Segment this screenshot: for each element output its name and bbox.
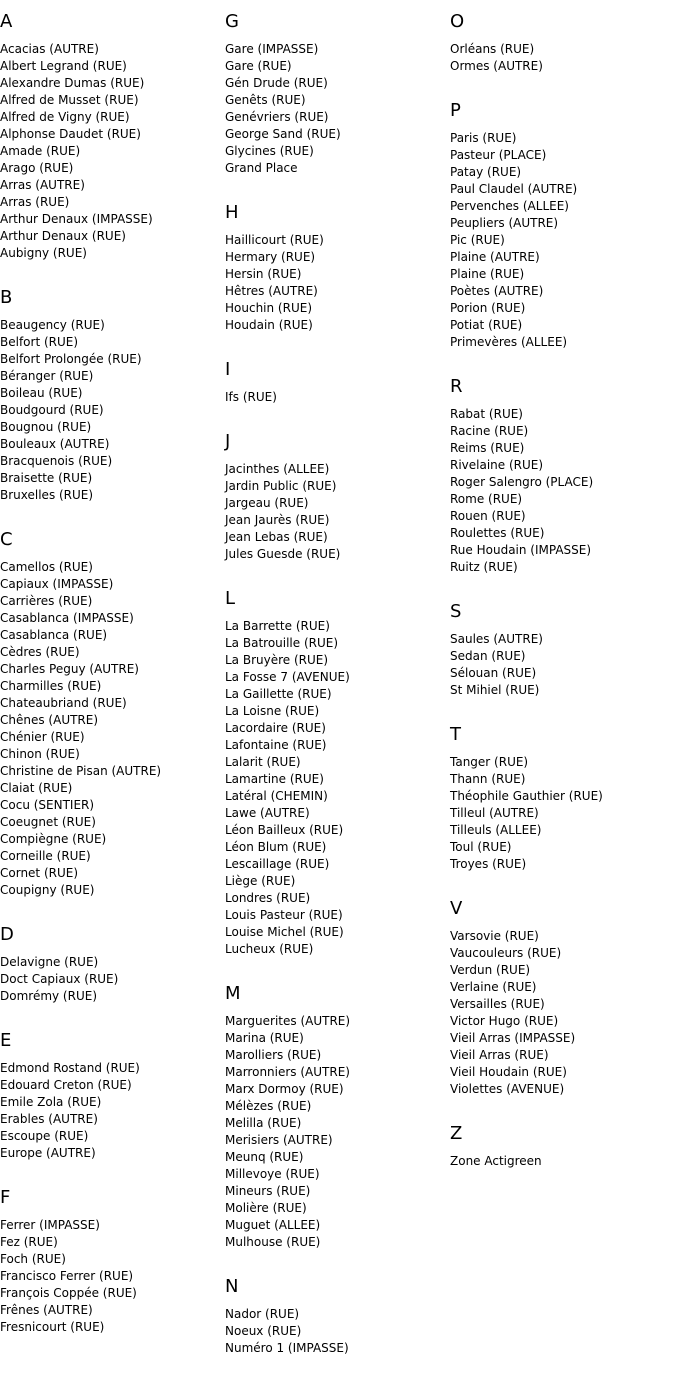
- street-link[interactable]: Roulettes (RUE): [450, 526, 545, 540]
- street-link[interactable]: Poètes (AUTRE): [450, 284, 544, 298]
- street-link[interactable]: Glycines (RUE): [225, 144, 314, 158]
- street-link[interactable]: Gare (IMPASSE): [225, 42, 319, 56]
- street-link[interactable]: Lucheux (RUE): [225, 942, 314, 956]
- street-link[interactable]: Latéral (CHEMIN): [225, 789, 328, 803]
- street-link[interactable]: Marronniers (AUTRE): [225, 1065, 350, 1079]
- street-list: [0, 1217, 220, 1336]
- letter-heading: I: [225, 359, 231, 380]
- street-link[interactable]: Thann (RUE): [450, 772, 526, 786]
- street-link[interactable]: Chateaubriand (RUE): [0, 696, 127, 710]
- street-link[interactable]: Plaine (RUE): [450, 267, 525, 281]
- letter-heading: C: [0, 529, 13, 550]
- street-link[interactable]: Grand Place: [225, 161, 298, 175]
- street-link[interactable]: Casablanca (IMPASSE): [0, 611, 134, 625]
- street-link[interactable]: Paris (RUE): [450, 131, 517, 145]
- street-link[interactable]: Vaucouleurs (RUE): [450, 946, 562, 960]
- street-link[interactable]: Aubigny (RUE): [0, 246, 87, 260]
- street-link[interactable]: Arras (AUTRE): [0, 178, 85, 192]
- street-link[interactable]: Erables (AUTRE): [0, 1112, 98, 1126]
- street-link[interactable]: Louise Michel (RUE): [225, 925, 344, 939]
- street-link[interactable]: Sedan (RUE): [450, 649, 526, 663]
- street-link[interactable]: Béranger (RUE): [0, 369, 94, 383]
- street-index-column-3: [450, 0, 670, 1170]
- street-link[interactable]: Louis Pasteur (RUE): [225, 908, 343, 922]
- street-link[interactable]: Doct Capiaux (RUE): [0, 972, 119, 986]
- street-link[interactable]: Racine (RUE): [450, 424, 529, 438]
- street-list: [450, 406, 670, 576]
- street-link[interactable]: Melilla (RUE): [225, 1116, 302, 1130]
- street-link[interactable]: Pervenches (ALLEE): [450, 199, 569, 213]
- street-link[interactable]: Vieil Arras (IMPASSE): [450, 1031, 576, 1045]
- letter-section: [450, 724, 670, 873]
- letter-section: [0, 1030, 220, 1162]
- letter-heading: G: [225, 11, 239, 32]
- street-link[interactable]: Lescaillage (RUE): [225, 857, 330, 871]
- street-link[interactable]: Muguet (ALLEE): [225, 1218, 321, 1232]
- street-link[interactable]: Molière (RUE): [225, 1201, 307, 1215]
- letter-heading: J: [225, 431, 231, 452]
- street-link[interactable]: Peupliers (AUTRE): [450, 216, 559, 230]
- letter-section: [225, 588, 445, 958]
- street-link[interactable]: La Gaillette (RUE): [225, 687, 332, 701]
- street-link[interactable]: Frênes (AUTRE): [0, 1303, 93, 1317]
- street-link[interactable]: Jargeau (RUE): [225, 496, 309, 510]
- street-link[interactable]: Domrémy (RUE): [0, 989, 97, 1003]
- street-link[interactable]: Numéro 1 (IMPASSE): [225, 1341, 349, 1355]
- letter-heading: L: [225, 588, 236, 609]
- letter-section: [0, 11, 220, 262]
- street-link[interactable]: Carrières (RUE): [0, 594, 93, 608]
- street-list: [225, 41, 445, 177]
- street-link[interactable]: Braisette (RUE): [0, 471, 93, 485]
- street-link[interactable]: Tilleuls (ALLEE): [450, 823, 542, 837]
- street-link[interactable]: Tanger (RUE): [450, 755, 529, 769]
- letter-heading: A: [0, 11, 13, 32]
- street-list: [225, 232, 445, 334]
- street-link[interactable]: Alphonse Daudet (RUE): [0, 127, 141, 141]
- street-link[interactable]: Albert Legrand (RUE): [0, 59, 127, 73]
- street-link[interactable]: Vieil Houdain (RUE): [450, 1065, 567, 1079]
- street-link[interactable]: Claiat (RUE): [0, 781, 73, 795]
- street-link[interactable]: Mélèzes (RUE): [225, 1099, 312, 1113]
- street-link[interactable]: Charles Peguy (AUTRE): [0, 662, 139, 676]
- street-link[interactable]: Belfort Prolongée (RUE): [0, 352, 142, 366]
- street-link[interactable]: Lacordaire (RUE): [225, 721, 326, 735]
- street-link[interactable]: Toul (RUE): [450, 840, 512, 854]
- street-link[interactable]: Lawe (AUTRE): [225, 806, 310, 820]
- street-link[interactable]: Bouleaux (AUTRE): [0, 437, 110, 451]
- street-link[interactable]: Fresnicourt (RUE): [0, 1320, 105, 1334]
- street-list: [450, 41, 670, 75]
- street-link[interactable]: Londres (RUE): [225, 891, 311, 905]
- street-link[interactable]: Bracquenois (RUE): [0, 454, 113, 468]
- letter-section: [450, 898, 670, 1098]
- letter-heading: Z: [450, 1123, 463, 1144]
- letter-section: [0, 1187, 220, 1336]
- letter-heading: H: [225, 202, 239, 223]
- street-link[interactable]: Rabat (RUE): [450, 407, 523, 421]
- street-link[interactable]: Hêtres (AUTRE): [225, 284, 318, 298]
- street-link[interactable]: Lalarit (RUE): [225, 755, 301, 769]
- street-link[interactable]: Camellos (RUE): [0, 560, 93, 574]
- letter-heading: E: [0, 1030, 12, 1051]
- street-link[interactable]: Alexandre Dumas (RUE): [0, 76, 145, 90]
- street-link[interactable]: Haillicourt (RUE): [225, 233, 324, 247]
- street-link[interactable]: Cornet (RUE): [0, 866, 79, 880]
- street-list: [225, 618, 445, 958]
- street-link[interactable]: Jardin Public (RUE): [225, 479, 337, 493]
- street-link[interactable]: Plaine (AUTRE): [450, 250, 540, 264]
- street-link[interactable]: Marguerites (AUTRE): [225, 1014, 351, 1028]
- street-link[interactable]: La Fosse 7 (AVENUE): [225, 670, 350, 684]
- letter-section: [225, 11, 445, 177]
- street-link[interactable]: Bruxelles (RUE): [0, 488, 94, 502]
- letter-section: [0, 924, 220, 1005]
- street-link[interactable]: Arago (RUE): [0, 161, 74, 175]
- street-link[interactable]: Boileau (RUE): [0, 386, 83, 400]
- street-link[interactable]: Léon Blum (RUE): [225, 840, 327, 854]
- street-link[interactable]: Alfred de Musset (RUE): [0, 93, 139, 107]
- street-link[interactable]: Jean Jaurès (RUE): [225, 513, 330, 527]
- street-list: [0, 954, 220, 1005]
- street-link[interactable]: Reims (RUE): [450, 441, 525, 455]
- street-link[interactable]: Belfort (RUE): [0, 335, 79, 349]
- letter-heading: N: [225, 1276, 239, 1297]
- street-link[interactable]: Capiaux (IMPASSE): [0, 577, 114, 591]
- street-list: [450, 928, 670, 1098]
- letter-section: [225, 359, 445, 406]
- letter-heading: M: [225, 983, 241, 1004]
- street-link[interactable]: Arras (RUE): [0, 195, 70, 209]
- street-link[interactable]: Europe (AUTRE): [0, 1146, 96, 1160]
- street-link[interactable]: Théophile Gauthier (RUE): [450, 789, 603, 803]
- street-link[interactable]: Arthur Denaux (RUE): [0, 229, 126, 243]
- letter-section: [450, 601, 670, 699]
- street-link[interactable]: Hersin (RUE): [225, 267, 302, 281]
- street-link[interactable]: Houchin (RUE): [225, 301, 312, 315]
- street-link[interactable]: Genévriers (RUE): [225, 110, 329, 124]
- street-link[interactable]: Sélouan (RUE): [450, 666, 537, 680]
- street-link[interactable]: Foch (RUE): [0, 1252, 66, 1266]
- street-link[interactable]: Paul Claudel (AUTRE): [450, 182, 578, 196]
- street-link[interactable]: Verlaine (RUE): [450, 980, 537, 994]
- street-link[interactable]: Primevères (ALLEE): [450, 335, 568, 349]
- street-link[interactable]: Jacinthes (ALLEE): [225, 462, 330, 476]
- street-link[interactable]: Nador (RUE): [225, 1307, 300, 1321]
- street-link[interactable]: Pic (RUE): [450, 233, 505, 247]
- street-link[interactable]: Coeugnet (RUE): [0, 815, 96, 829]
- street-link[interactable]: Orléans (RUE): [450, 42, 535, 56]
- street-list: [0, 317, 220, 504]
- street-link[interactable]: La Loisne (RUE): [225, 704, 320, 718]
- street-link[interactable]: Léon Bailleux (RUE): [225, 823, 344, 837]
- letter-section: [450, 11, 670, 75]
- street-list: [225, 389, 445, 406]
- street-link[interactable]: Meunq (RUE): [225, 1150, 304, 1164]
- street-link[interactable]: Marolliers (RUE): [225, 1048, 322, 1062]
- street-link[interactable]: Genêts (RUE): [225, 93, 306, 107]
- street-link[interactable]: Corneille (RUE): [0, 849, 91, 863]
- street-list: [0, 41, 220, 262]
- letter-section: [450, 100, 670, 351]
- street-link[interactable]: Troyes (RUE): [450, 857, 527, 871]
- letter-section: [0, 529, 220, 899]
- letter-section: [0, 287, 220, 504]
- letter-section: [450, 376, 670, 576]
- street-link[interactable]: Potiat (RUE): [450, 318, 523, 332]
- street-link[interactable]: Cèdres (RUE): [0, 645, 80, 659]
- street-link[interactable]: Gén Drude (RUE): [225, 76, 328, 90]
- street-link[interactable]: Escoupe (RUE): [0, 1129, 89, 1143]
- street-link[interactable]: Bougnou (RUE): [0, 420, 92, 434]
- street-link[interactable]: Jean Lebas (RUE): [225, 530, 328, 544]
- letter-section: [225, 1276, 445, 1357]
- street-list: [450, 1153, 670, 1170]
- letter-heading: R: [450, 376, 463, 397]
- street-link[interactable]: Rome (RUE): [450, 492, 523, 506]
- street-link[interactable]: St Mihiel (RUE): [450, 683, 540, 697]
- street-link[interactable]: Emile Zola (RUE): [0, 1095, 102, 1109]
- letter-heading: S: [450, 601, 462, 622]
- letter-heading: P: [450, 100, 461, 121]
- street-link[interactable]: Victor Hugo (RUE): [450, 1014, 559, 1028]
- street-link[interactable]: Arthur Denaux (IMPASSE): [0, 212, 153, 226]
- street-link[interactable]: Chénier (RUE): [0, 730, 85, 744]
- street-link[interactable]: Chinon (RUE): [0, 747, 80, 761]
- street-link[interactable]: Lamartine (RUE): [225, 772, 324, 786]
- letter-section: [450, 1123, 670, 1170]
- letter-heading: O: [450, 11, 465, 32]
- street-link[interactable]: Beaugency (RUE): [0, 318, 105, 332]
- street-link[interactable]: Millevoye (RUE): [225, 1167, 320, 1181]
- street-list: [225, 461, 445, 563]
- street-link[interactable]: Rouen (RUE): [450, 509, 526, 523]
- street-link[interactable]: Rue Houdain (IMPASSE): [450, 543, 592, 557]
- street-index-column-2: [225, 0, 445, 1357]
- letter-heading: T: [450, 724, 461, 745]
- street-link[interactable]: Chênes (AUTRE): [0, 713, 99, 727]
- street-link[interactable]: François Coppée (RUE): [0, 1286, 137, 1300]
- street-link[interactable]: Verdun (RUE): [450, 963, 531, 977]
- street-list: [225, 1013, 445, 1251]
- street-link[interactable]: Edmond Rostand (RUE): [0, 1061, 140, 1075]
- street-link[interactable]: Casablanca (RUE): [0, 628, 108, 642]
- street-link[interactable]: Hermary (RUE): [225, 250, 316, 264]
- street-link[interactable]: Zone Actigreen: [450, 1154, 542, 1168]
- street-link[interactable]: Versailles (RUE): [450, 997, 545, 1011]
- street-link[interactable]: Liège (RUE): [225, 874, 296, 888]
- street-list: [0, 1060, 220, 1162]
- street-link[interactable]: Lafontaine (RUE): [225, 738, 327, 752]
- street-link[interactable]: Patay (RUE): [450, 165, 522, 179]
- street-link[interactable]: Francisco Ferrer (RUE): [0, 1269, 134, 1283]
- street-link[interactable]: Porion (RUE): [450, 301, 526, 315]
- letter-heading: V: [450, 898, 463, 919]
- street-link[interactable]: Compiègne (RUE): [0, 832, 107, 846]
- street-link[interactable]: George Sand (RUE): [225, 127, 341, 141]
- street-link[interactable]: Saules (AUTRE): [450, 632, 543, 646]
- street-link[interactable]: Jules Guesde (RUE): [225, 547, 341, 561]
- street-link[interactable]: Fez (RUE): [0, 1235, 58, 1249]
- street-link[interactable]: Vieil Arras (RUE): [450, 1048, 549, 1062]
- street-list: [450, 130, 670, 351]
- street-link[interactable]: Marx Dormoy (RUE): [225, 1082, 344, 1096]
- street-link[interactable]: Violettes (AVENUE): [450, 1082, 565, 1096]
- street-link[interactable]: Roger Salengro (PLACE): [450, 475, 594, 489]
- street-link[interactable]: Mineurs (RUE): [225, 1184, 311, 1198]
- street-link[interactable]: La Bruyère (RUE): [225, 653, 329, 667]
- street-link[interactable]: Tilleul (AUTRE): [450, 806, 539, 820]
- street-link[interactable]: Houdain (RUE): [225, 318, 313, 332]
- street-link[interactable]: Mulhouse (RUE): [225, 1235, 321, 1249]
- street-list: [450, 631, 670, 699]
- street-link[interactable]: Merisiers (AUTRE): [225, 1133, 333, 1147]
- letter-heading: F: [0, 1187, 11, 1208]
- street-link[interactable]: La Barrette (RUE): [225, 619, 330, 633]
- street-link[interactable]: Ifs (RUE): [225, 390, 277, 404]
- street-link[interactable]: Ormes (AUTRE): [450, 59, 543, 73]
- street-list: [450, 754, 670, 873]
- street-list: [0, 559, 220, 899]
- letter-heading: D: [0, 924, 14, 945]
- street-link[interactable]: Varsovie (RUE): [450, 929, 539, 943]
- street-link[interactable]: Christine de Pisan (AUTRE): [0, 764, 162, 778]
- street-link[interactable]: Acacias (AUTRE): [0, 42, 99, 56]
- street-link[interactable]: Coupigny (RUE): [0, 883, 95, 897]
- street-link[interactable]: Rivelaine (RUE): [450, 458, 544, 472]
- street-link[interactable]: Ferrer (IMPASSE): [0, 1218, 100, 1232]
- street-link[interactable]: Gare (RUE): [225, 59, 292, 73]
- street-link[interactable]: Delavigne (RUE): [0, 955, 99, 969]
- letter-heading: B: [0, 287, 13, 308]
- street-link[interactable]: Pasteur (PLACE): [450, 148, 547, 162]
- letter-section: [225, 202, 445, 334]
- street-link[interactable]: Alfred de Vigny (RUE): [0, 110, 130, 124]
- street-link[interactable]: Noeux (RUE): [225, 1324, 302, 1338]
- street-list: [225, 1306, 445, 1357]
- letter-section: [225, 983, 445, 1251]
- street-link[interactable]: Ruitz (RUE): [450, 560, 518, 574]
- street-link[interactable]: Cocu (SENTIER): [0, 798, 95, 812]
- street-link[interactable]: Amade (RUE): [0, 144, 81, 158]
- street-link[interactable]: La Batrouille (RUE): [225, 636, 339, 650]
- street-link[interactable]: Edouard Creton (RUE): [0, 1078, 132, 1092]
- street-link[interactable]: Marina (RUE): [225, 1031, 304, 1045]
- street-link[interactable]: Charmilles (RUE): [0, 679, 102, 693]
- street-link[interactable]: Boudgourd (RUE): [0, 403, 104, 417]
- letter-section: [225, 431, 445, 563]
- street-index-column-1: [0, 0, 220, 1336]
